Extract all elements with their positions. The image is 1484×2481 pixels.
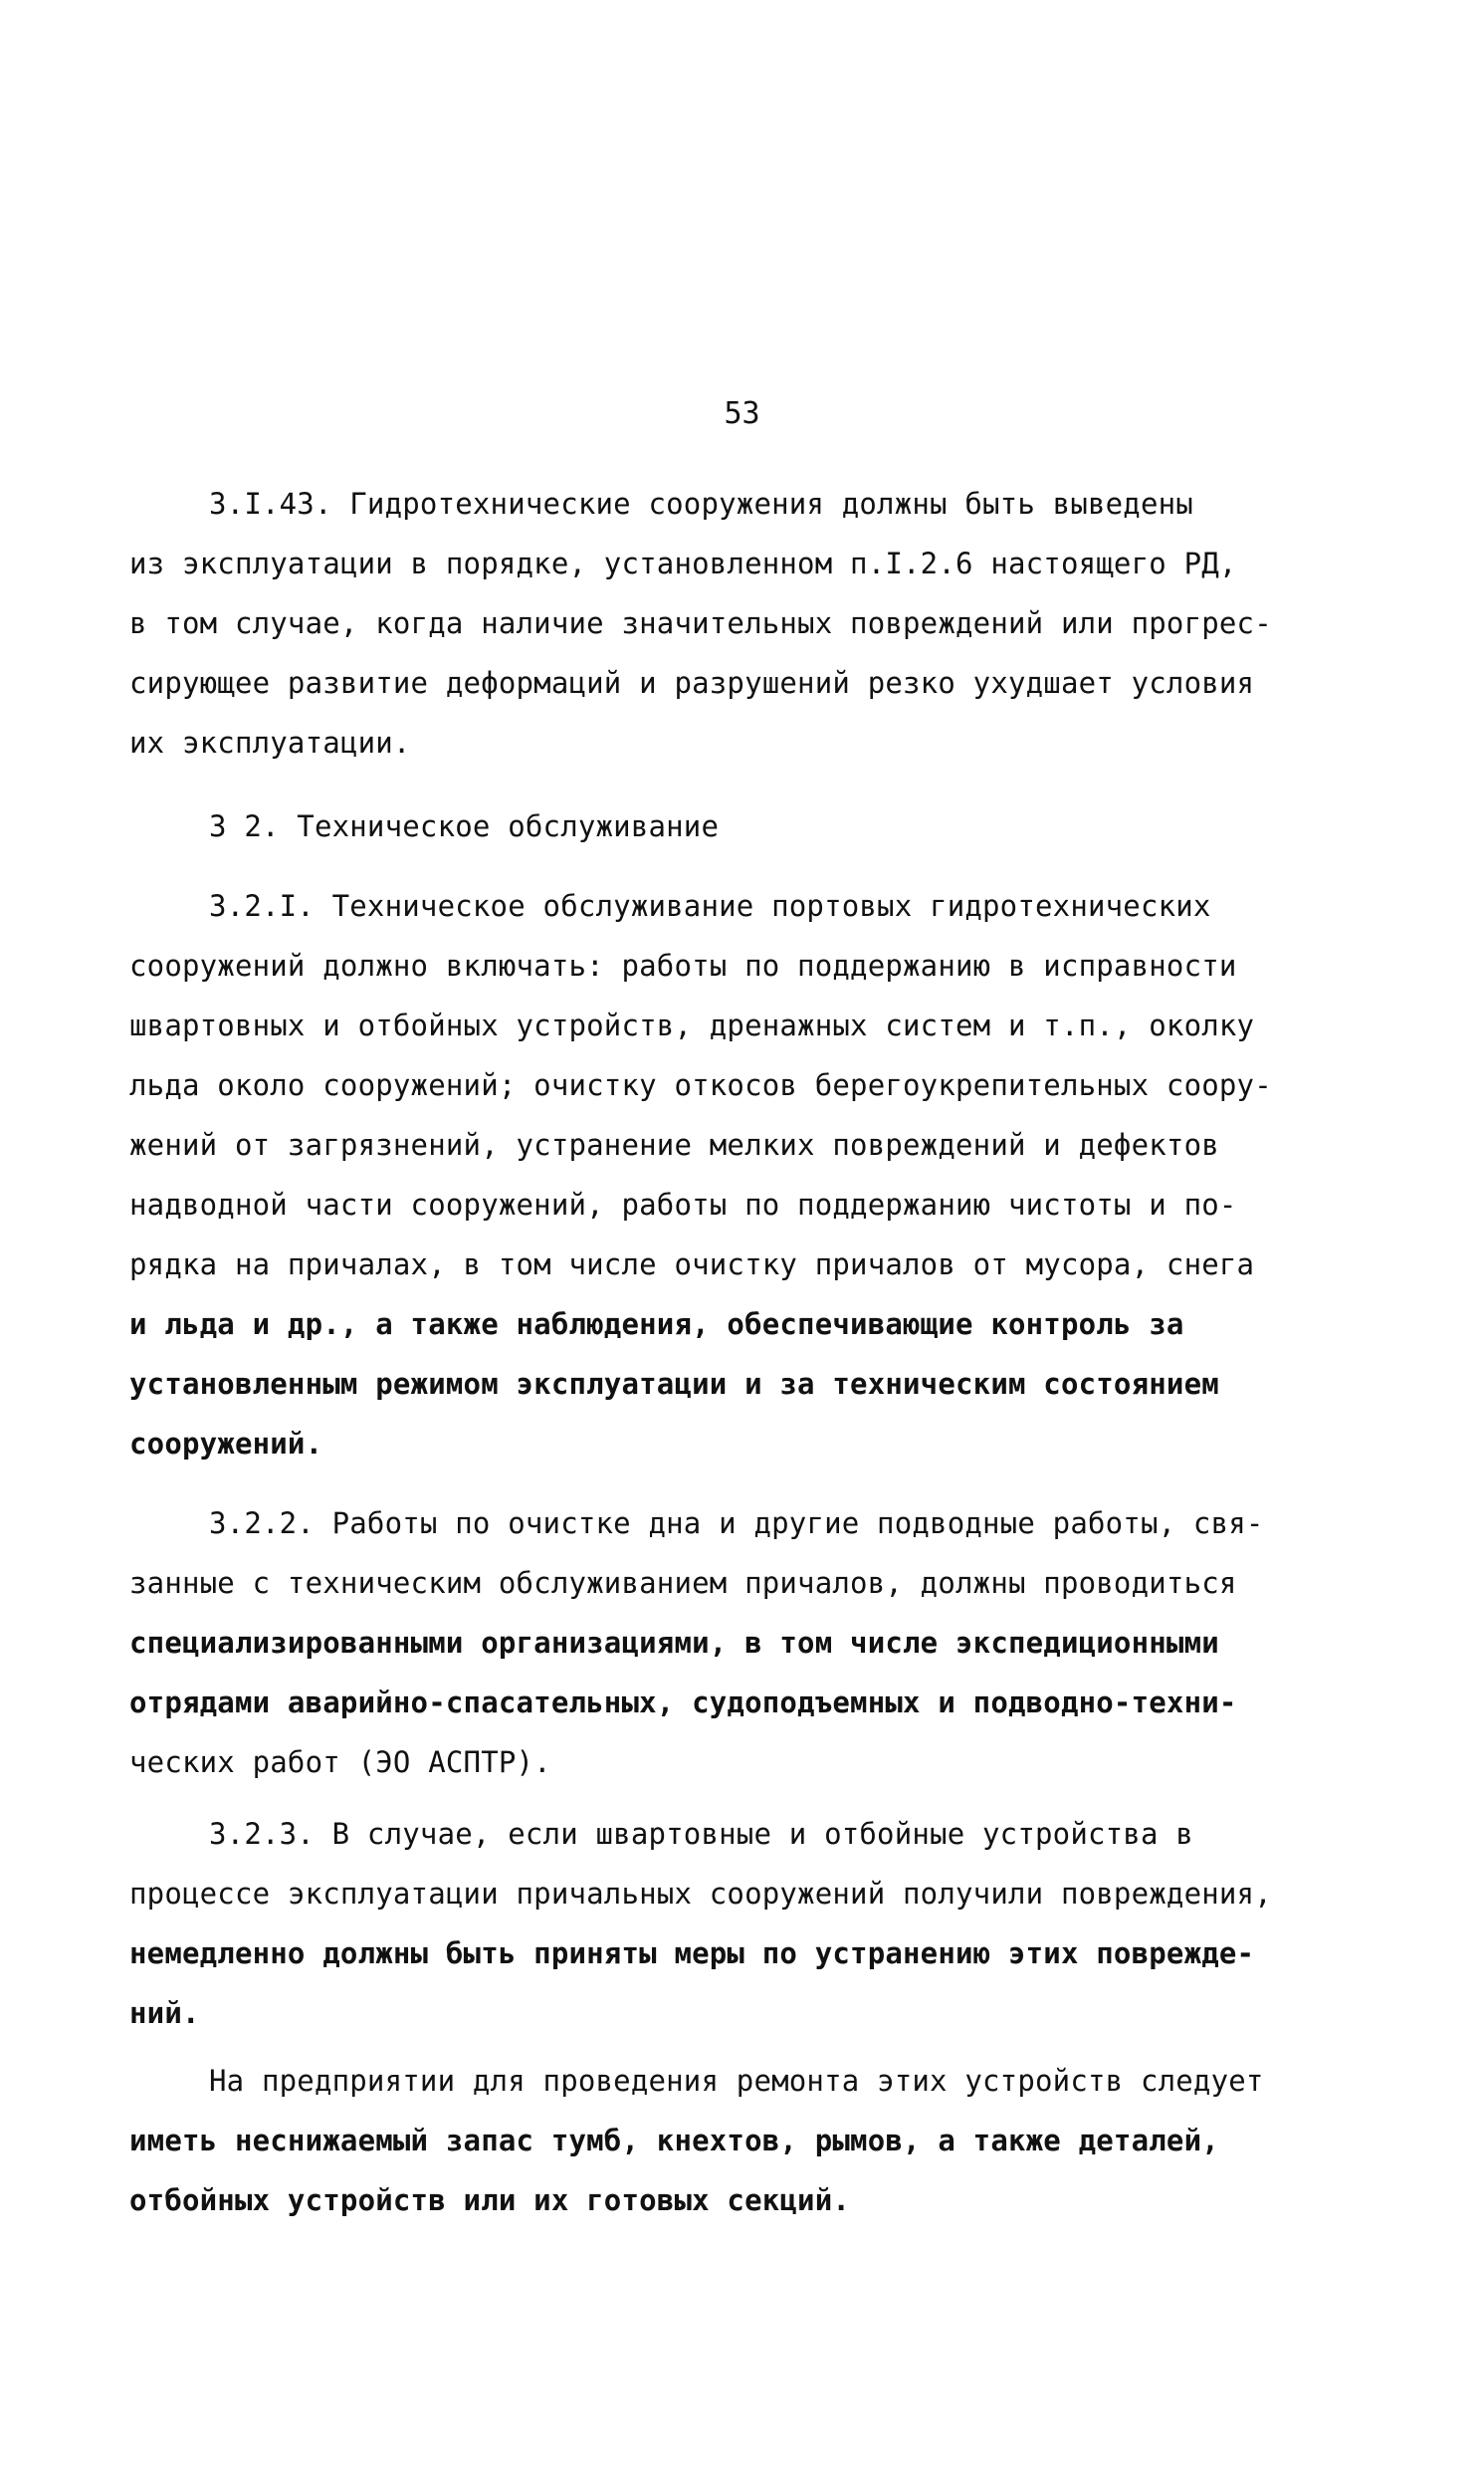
text-line: швартовных и отбойных устройств, дренажных систем и т.п., околку bbox=[129, 1009, 1255, 1042]
page-number: 53 bbox=[724, 396, 760, 431]
paragraph-3-2-1 bbox=[129, 876, 1374, 1473]
paragraph-3-1-43 bbox=[129, 474, 1374, 773]
text-line: надводной части сооружений, работы по поддержанию чистоты и по- bbox=[129, 1188, 1237, 1222]
paragraph-final bbox=[129, 2051, 1374, 2230]
text-line: ний. bbox=[129, 1996, 200, 2030]
text-line: отрядами аварийно-спасательных, судоподъемных и подводно-техни- bbox=[129, 1686, 1237, 1719]
text-line: На предприятии для проведения ремонта этих устройств следует bbox=[209, 2064, 1264, 2098]
text-line: сирующее развитие деформаций и разрушений резко ухудшает условия bbox=[129, 666, 1255, 700]
text-line: 3.I.43. Гидротехнические сооружения должны быть выведены bbox=[209, 487, 1193, 521]
text-line: сооружений. bbox=[129, 1427, 323, 1461]
text-line: ческих работ (ЭО АСПТР). bbox=[129, 1745, 551, 1779]
paragraph-3-2-2 bbox=[129, 1493, 1374, 1792]
text-line: из эксплуатации в порядке, установленном п.I.2.6 настоящего РД, bbox=[129, 547, 1237, 580]
text-line: отбойных устройств или их готовых секций. bbox=[129, 2183, 851, 2217]
text-line: льда около сооружений; очистку откосов берегоукрепительных соору- bbox=[129, 1068, 1272, 1102]
text-line: в том случае, когда наличие значительных повреждений или прогрес- bbox=[129, 606, 1272, 640]
text-line: занные с техническим обслуживанием причалов, должны проводиться bbox=[129, 1566, 1237, 1600]
text-line: 3.2.I. Техническое обслуживание портовых гидротехнических bbox=[209, 889, 1211, 923]
text-line: их эксплуатации. bbox=[129, 726, 411, 760]
paragraph-3-2-3 bbox=[129, 1804, 1374, 2043]
text-line: специализированными организациями, в том числе экспедиционными bbox=[129, 1626, 1219, 1660]
text-line: сооружений должно включать: работы по поддержанию в исправности bbox=[129, 949, 1237, 983]
section-heading bbox=[129, 796, 1374, 856]
text-line: 3.2.2. Работы по очистке дна и другие подводные работы, свя- bbox=[209, 1506, 1264, 1540]
text-line: и льда и др., а также наблюдения, обеспечивающие контроль за bbox=[129, 1307, 1184, 1341]
text-line: немедленно должны быть приняты меры по устранению этих повреждe- bbox=[129, 1936, 1255, 1970]
text-line: установленным режимом эксплуатации и за техническим состоянием bbox=[129, 1367, 1219, 1401]
text-line: жений от загрязнений, устранение мелких повреждений и дефектов bbox=[129, 1128, 1219, 1162]
text-line: 3.2.3. В случае, если швартовные и отбойные устройства в bbox=[209, 1817, 1193, 1851]
text-line: рядка на причалах, в том числе очистку причалов от мусора, снега bbox=[129, 1247, 1255, 1281]
text-line: процессе эксплуатации причальных сооружений получили повреждения, bbox=[129, 1877, 1272, 1911]
text-line: иметь неснижаемый запас тумб, кнехтов, рымов, а также деталей, bbox=[129, 2124, 1219, 2157]
section-heading-text: 3 2. Техническое обслуживание bbox=[209, 809, 720, 843]
